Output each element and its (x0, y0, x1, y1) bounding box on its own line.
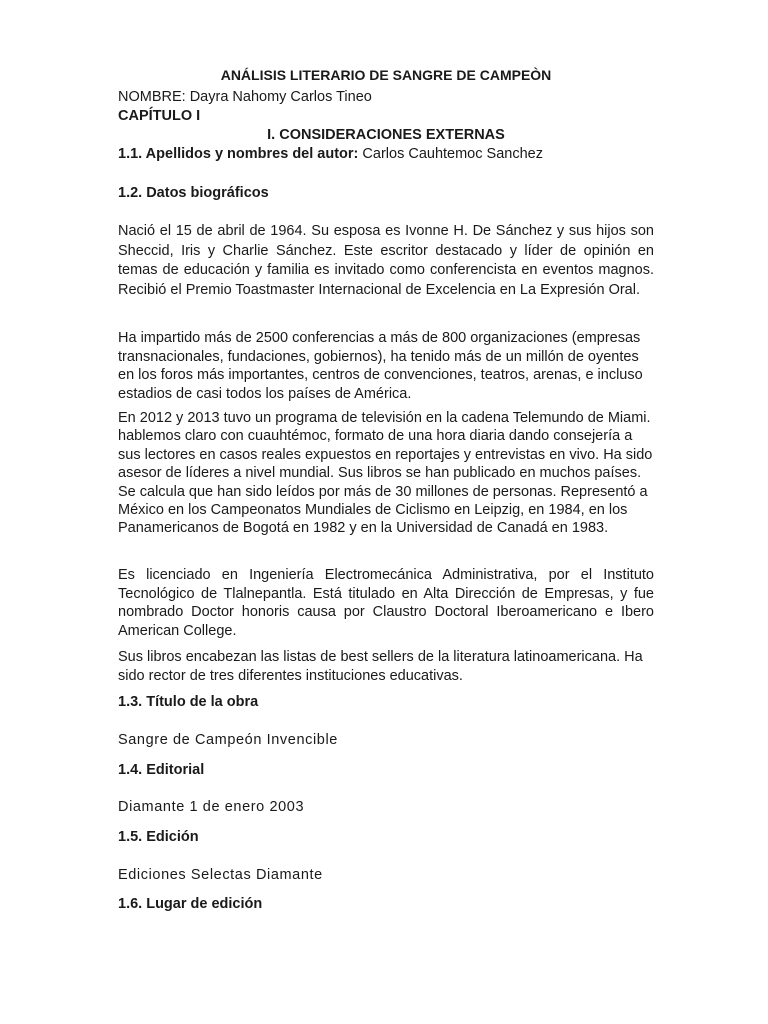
editorial-value: Diamante 1 de enero 2003 (118, 799, 305, 815)
section-heading-consideraciones: I. CONSIDERACIONES EXTERNAS (267, 127, 505, 143)
document-title: ANÁLISIS LITERARIO DE SANGRE DE CAMPEÒN (220, 67, 552, 83)
student-name: NOMBRE: Dayra Nahomy Carlos Tineo (118, 89, 372, 105)
heading-edicion: 1.5. Edición (118, 829, 199, 845)
heading-titulo-obra: 1.3. Título de la obra (118, 694, 259, 710)
edicion-value: Ediciones Selectas Diamante (118, 867, 323, 883)
chapter-heading: CAPÍTULO I (118, 108, 201, 124)
author-value: Carlos Cauhtemoc Sanchez (358, 146, 543, 162)
author-label: 1.1. Apellidos y nombres del autor: (118, 146, 359, 162)
titulo-obra-value: Sangre de Campeón Invencible (118, 732, 338, 748)
paragraph-biography-1: Nació el 15 de abril de 1964. Su esposa es Ivonne H. De Sánchez y sus hijos son Sheccid, Iris y Charlie Sánchez. Este escritor destacado y líder de opinión en temas de educación y familia es invitado como conferencista en eventos magnos. Recibió el Premio Toastmaster Internacional de Excelencia en La Expresión Oral. (118, 223, 654, 298)
heading-lugar-edicion: 1.6. Lugar de edición (118, 896, 263, 912)
heading-datos-biograficos: 1.2. Datos biográficos (118, 185, 269, 201)
paragraph-biography-5: Sus libros encabezan las listas de best sellers de la literatura latinoamericana. Ha sido rector de tres diferentes instituciones educativas. (118, 649, 643, 684)
author-line (118, 145, 543, 163)
paragraph-biography-3: En 2012 y 2013 tuvo un programa de televisión en la cadena Telemundo de Miami. hablemos claro con cuauhtémoc, formato de una hora diaria dando consejería a sus lectores en casos reales expuestos en reportajes y entrevistas en vivo. Ha sido asesor de líderes a nivel mundial. Sus libros se han publicado en muchos países. Se calcula que han sido leídos por más de 30 millones de personas. Representó a México en los Campeonatos Mundiales de Ciclismo en Leipzig, en 1984, en los Panamericanos de Bogotá en 1982 y en la Universidad de Canadá en 1983. (118, 410, 653, 537)
paragraph-biography-4: Es licenciado en Ingeniería Electromecánica Administrativa, por el Instituto Tecnológico de Tlalnepantla. Está titulado en Alta Dirección de Empresas, y fue nombrado Doctor honoris causa por Claustro Doctoral Iberoamericano e Ibero American College. (118, 567, 654, 639)
heading-editorial: 1.4. Editorial (118, 762, 205, 778)
paragraph-biography-2: Ha impartido más de 2500 conferencias a más de 800 organizaciones (empresas transnacionales, fundaciones, gobiernos), ha tenido más de un millón de oyentes en los foros más importantes, centros de convenciones, teatros, arenas, e incluso estadios de casi todos los países de América. (118, 330, 643, 402)
